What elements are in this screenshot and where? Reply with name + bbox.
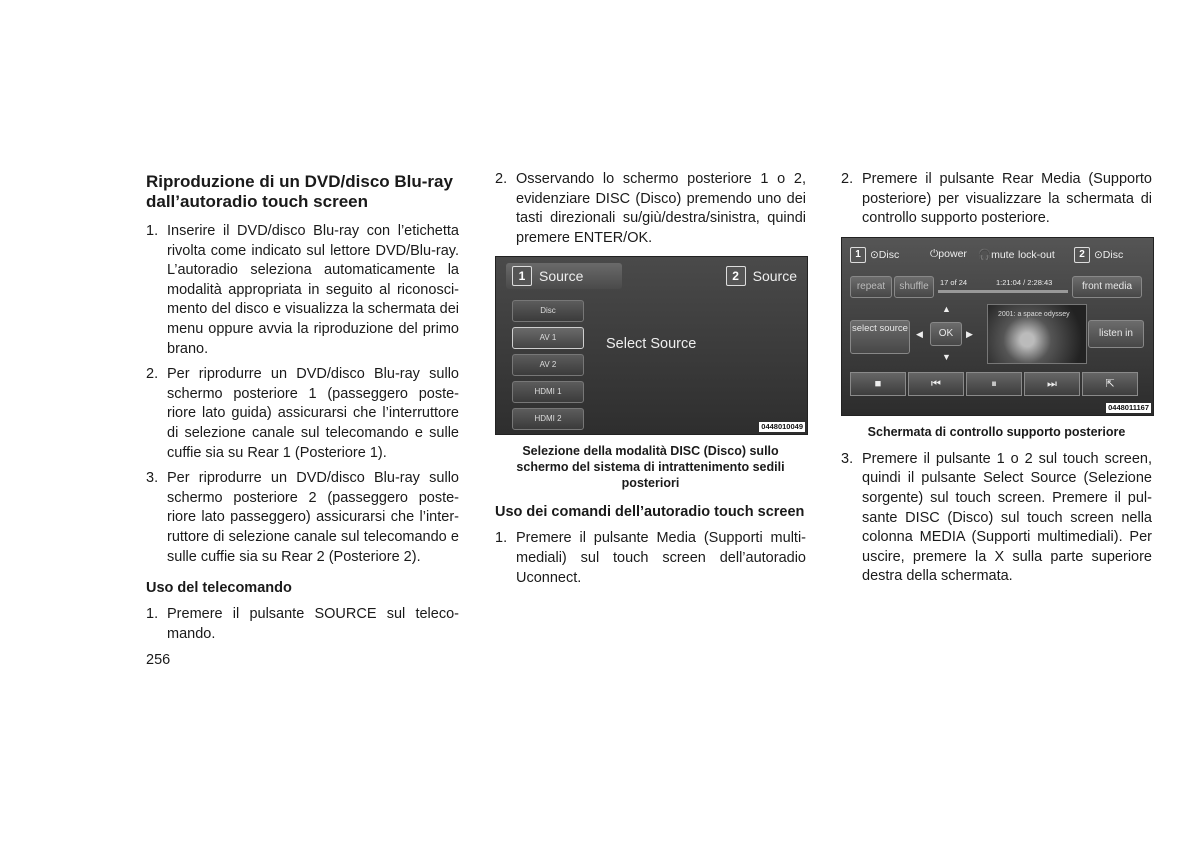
tab-source-1: 1 Source [506, 263, 622, 289]
pause-icon: ⏸ [966, 372, 1022, 396]
track-counter: 17 of 24 [940, 278, 968, 288]
steps-list [841, 170, 1152, 229]
left-arrow-icon: ◀ [916, 328, 923, 339]
list-item: 1. Premere il pulsante SOURCE sul teleco-mando. [146, 606, 459, 642]
screen-toggle-icon: ⇱ [1082, 372, 1138, 396]
remote-steps-list [146, 605, 459, 644]
list-item: 3. Premere il pulsante 1 o 2 sul touch screen, quindi il pulsante Select Source (Selezione sorgente) sul touch screen. Premere il pul-sante DISC (Disco) sul touch screen nella colonna MEDIA (Supporti multimediali). Per uscire, premere la X sulla parte superiore destra della schermata. [841, 450, 1152, 585]
shuffle-button: shuffle [894, 276, 934, 298]
steps-list [146, 222, 459, 567]
tab-disc-1: 1 ⊙Disc [850, 244, 899, 266]
repeat-button: repeat [850, 276, 892, 298]
power-button-label: ⏻power [930, 248, 967, 261]
rear-media-screenshot [841, 237, 1154, 416]
column-middle [495, 170, 806, 594]
column-left [146, 170, 459, 650]
list-item: 3. Per riprodurre un DVD/disco Blu-ray sullo schermo posteriore 2 (passeggero poste-riore lato passeggero) assicurarsi che l’inter-ruttore di selezione canale sul telecomando e sulle cuffie sia su Rear 2 (Posteriore 2). [146, 470, 459, 565]
source-item-hdmi1: HDMI 1 [512, 381, 584, 403]
source-select-screenshot [495, 256, 808, 435]
select-source-button: select source [850, 320, 910, 354]
right-arrow-icon: ▶ [966, 328, 973, 339]
tab-source-2: 2 Source [726, 263, 797, 289]
select-source-prompt: Select Source [606, 336, 697, 353]
source-item-disc: Disc [512, 300, 584, 322]
source-item-av2: AV 2 [512, 354, 584, 376]
progress-bar [938, 290, 1068, 293]
ok-button: OK [930, 322, 962, 346]
page-number: 256 [146, 652, 171, 668]
album-art: 2001: a space odyssey [987, 304, 1087, 364]
steps-list [495, 170, 806, 248]
list-item: 2. Per riprodurre un DVD/disco Blu-ray sullo schermo posteriore 1 (passeggero poste-riore lato guida) assicurarsi che l’interruttore di selezione canale sul telecomando e sulle cuffie sia su Rear 1 (Posteriore 1). [146, 366, 459, 461]
list-item: 2. Premere il pulsante Rear Media (Supporto posteriore) per visualizzare la schermata di controllo supporto posteriore. [841, 171, 1152, 227]
column-right [841, 170, 1152, 593]
previous-icon: ⏮ [908, 372, 964, 396]
figure-caption: Selezione della modalità DISC (Disco) sullo schermo del sistema di intrattenimento sedili posteriori [516, 444, 785, 491]
list-item: 1. Inserire il DVD/disco Blu-ray con l’etichetta rivolta come indicato sul lettore DVD/Blu-ray. L’autoradio seleziona automaticamente la modalità appropriata in seguito al riconosci-mento del disco e visualizza la schermata dei menu oppure avvia la riproduzione del primo brano. [146, 223, 459, 357]
source-item-av1: AV 1 [512, 327, 584, 349]
next-icon: ⏭ [1024, 372, 1080, 396]
figure-caption: Schermata di controllo supporto posteriore [867, 424, 1126, 439]
up-arrow-icon: ▲ [942, 303, 951, 314]
touch-steps-list [495, 529, 806, 588]
source-item-hdmi2: HDMI 2 [512, 408, 584, 430]
image-code: 0448011167 [1108, 402, 1149, 412]
front-media-button: front media [1072, 276, 1142, 298]
list-item: 1. Premere il pulsante Media (Supporti multi-mediali) sul touch screen dell’autoradio Uconnect. [495, 530, 806, 586]
time-readout: 1:21:04 / 2:28:43 [996, 278, 1053, 288]
stop-icon: ■ [850, 372, 906, 396]
tab-disc-2: 2 ⊙Disc [1074, 244, 1123, 266]
lockout-label: lock-out [1018, 248, 1055, 261]
down-arrow-icon: ▼ [942, 351, 951, 362]
image-code: 0448010049 [761, 422, 803, 432]
mute-label: 🎧 mute [978, 248, 1015, 262]
subheading-remote: Uso del telecomando [146, 580, 292, 597]
listen-in-button: listen in [1088, 320, 1144, 348]
list-item: 2. Osservando lo schermo posteriore 1 o 2, evidenziare DISC (Disco) premendo uno dei tasti direzionali su/giù/destra/sinistra, quindi premere ENTER/OK. [495, 171, 806, 246]
section-heading: Riproduzione di un DVD/disco Blu-ray dall’autoradio touch screen [146, 172, 453, 211]
more-steps-list [841, 450, 1152, 587]
source-list [512, 300, 584, 435]
headphone-icon: 🎧 [978, 249, 992, 262]
subheading-touch: Uso dei comandi dell’autoradio touch screen [495, 504, 805, 521]
